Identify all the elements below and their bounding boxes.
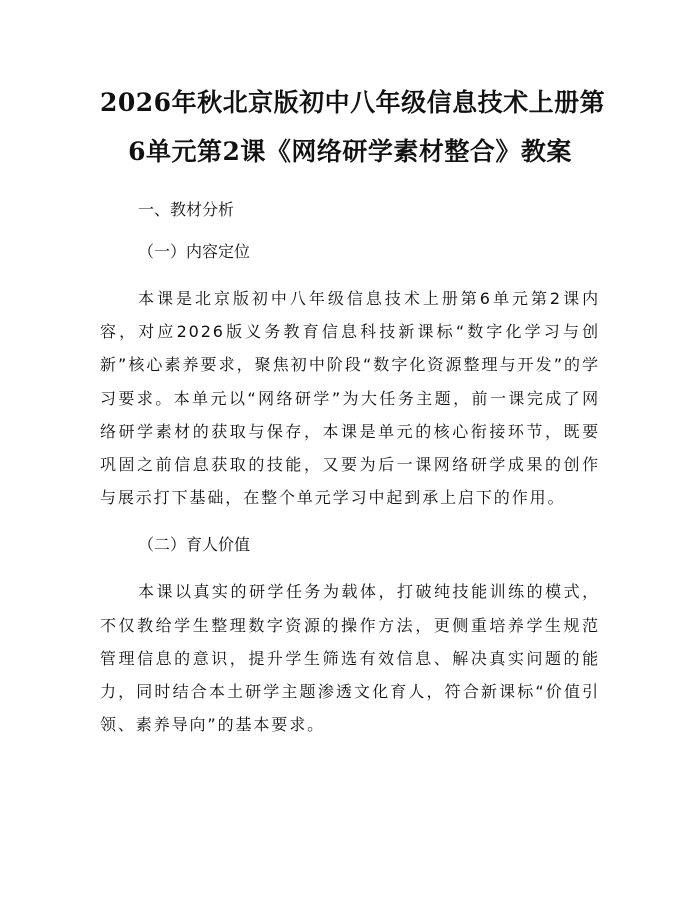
paragraph-content-positioning: 本课是北京版初中八年级信息技术上册第6单元第2课内容，对应2026版义务教育信息科技新课标“数字化学习与创新”核心素养要求，聚焦初中阶段“数字化资源整理与开发”的学习要求。本单元以“网络研学”为大任务主题，前一课完成了网络研学素材的获取与保存，本课是单元的核心衔接环节，既要巩固之前信息获取的技能，又要为后一课网络研学成果的创作与展示打下基础，在整个单元学习中起到承上启下的作用。 — [100, 289, 600, 508]
subsection-heading-content-positioning: （一）内容定位 — [138, 242, 251, 261]
paragraph-educational-value: 本课以真实的研学任务为载体，打破纯技能训练的模式，不仅教给学生整理数字资源的操作方法，更侧重培养学生规范管理信息的意识，提升学生筛选有效信息、解决真实问题的能力，同时结合本土研学主题渗透文化育人，符合新课标“价值引领、素养导向”的基本要求。 — [100, 582, 600, 735]
section-heading-textbook-analysis: 一、教材分析 — [138, 200, 235, 219]
subsection-heading-educational-value: （二）育人价值 — [138, 535, 251, 555]
title-line-1: 2026年秋北京版初中八年级信息技术上册第 — [100, 88, 606, 117]
document-title — [100, 78, 606, 176]
title-line-2: 6单元第2课《网络研学素材整合》教案 — [128, 137, 572, 166]
